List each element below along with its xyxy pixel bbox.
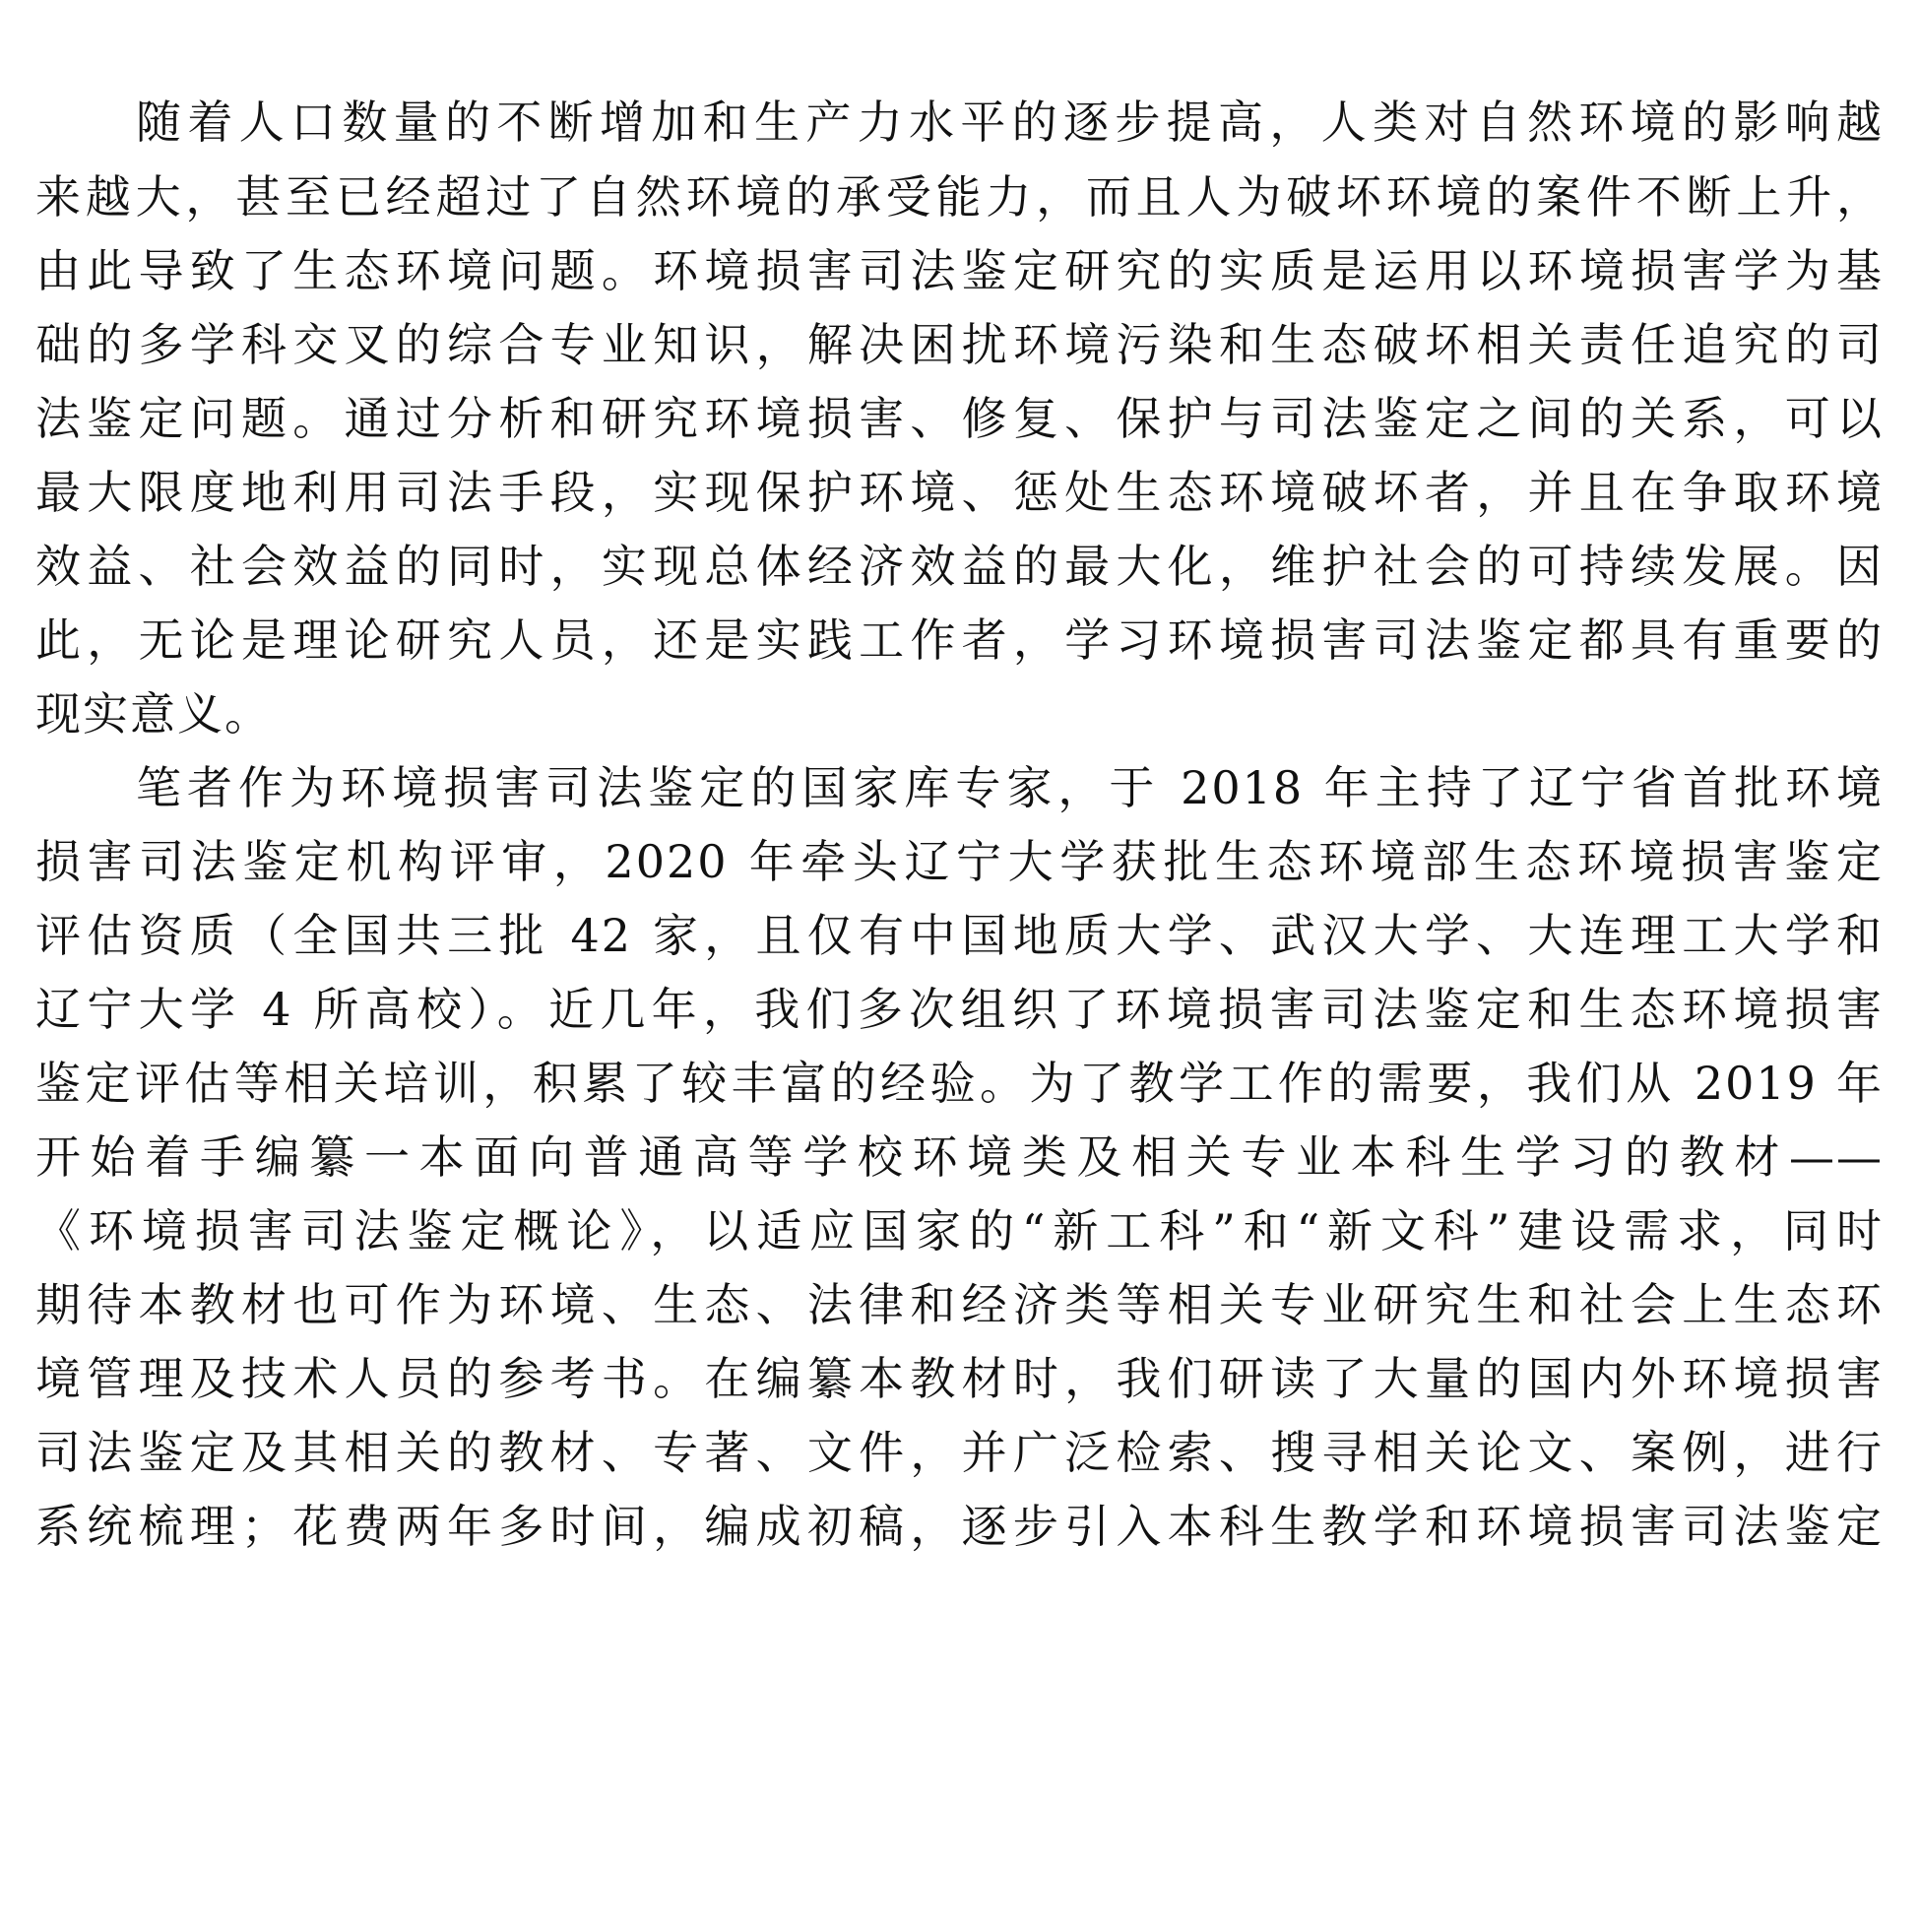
text-line: 现实意义。 — [35, 687, 272, 741]
text-line: 此，无论是理论研究人员，还是实践工作者，学习环境损害司法鉴定都具有重要的 — [35, 613, 1884, 667]
text-line: 法鉴定问题。通过分析和研究环境损害、修复、保护与司法鉴定之间的关系，可以 — [35, 392, 1884, 445]
text-line: 随着人口数量的不断增加和生产力水平的逐步提高，人类对自然环境的影响越 — [136, 96, 1884, 149]
text-line: 司法鉴定及其相关的教材、专著、文件，并广泛检索、搜寻相关论文、案例，进行 — [35, 1426, 1884, 1479]
text-line: 笔者作为环境损害司法鉴定的国家库专家，于 2018 年主持了辽宁省首批环境 — [136, 761, 1884, 814]
text-line: 评估资质（全国共三批 42 家，且仅有中国地质大学、武汉大学、大连理工大学和 — [35, 909, 1884, 962]
text-line: 鉴定评估等相关培训，积累了较丰富的经验。为了教学工作的需要，我们从 2019 年 — [35, 1057, 1884, 1110]
text-line: 系统梳理；花费两年多时间，编成初稿，逐步引入本科生教学和环境损害司法鉴定 — [35, 1500, 1884, 1553]
text-line: 础的多学科交叉的综合专业知识，解决困扰环境污染和生态破坏相关责任追究的司 — [35, 318, 1884, 371]
text-line: 由此导致了生态环境问题。环境损害司法鉴定研究的实质是运用以环境损害学为基 — [35, 244, 1884, 297]
text-line: 来越大，甚至已经超过了自然环境的承受能力，而且人为破坏环境的案件不断上升， — [35, 170, 1884, 224]
text-line: 最大限度地利用司法手段，实现保护环境、惩处生态环境破坏者，并且在争取环境 — [35, 466, 1884, 519]
text-line: 辽宁大学 4 所高校）。近几年，我们多次组织了环境损害司法鉴定和生态环境损害 — [35, 983, 1884, 1036]
text-line: 开始着手编纂一本面向普通高等学校环境类及相关专业本科生学习的教材—— — [35, 1130, 1884, 1184]
text-line: 期待本教材也可作为环境、生态、法律和经济类等相关专业研究生和社会上生态环 — [35, 1278, 1884, 1331]
text-line: 《环境损害司法鉴定概论》，以适应国家的“新工科”和“新文科”建设需求，同时 — [35, 1204, 1884, 1257]
text-line: 境管理及技术人员的参考书。在编纂本教材时，我们研读了大量的国内外环境损害 — [35, 1352, 1884, 1405]
text-line: 损害司法鉴定机构评审，2020 年牵头辽宁大学获批生态环境部生态环境损害鉴定 — [35, 835, 1884, 888]
text-line: 效益、社会效益的同时，实现总体经济效益的最大化，维护社会的可持续发展。因 — [35, 540, 1884, 593]
